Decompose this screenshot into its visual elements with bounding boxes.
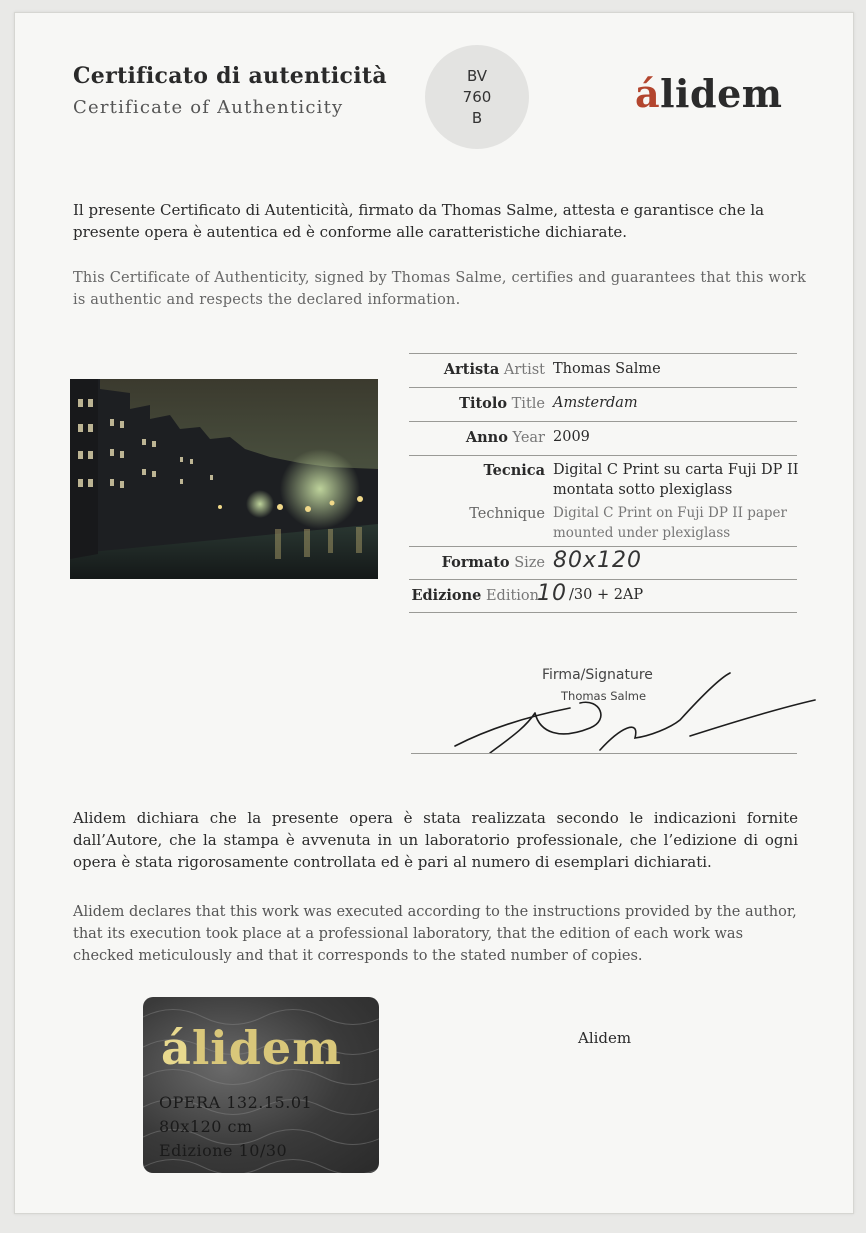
row-title [409, 387, 797, 421]
artist-label-en: Artist [503, 362, 545, 378]
artist-label-it: Artista [443, 361, 500, 378]
code-line-2: 760 [462, 87, 492, 106]
technique-it-line-2: montata sotto plexiglass [553, 482, 733, 498]
hologram-logo-accent: á [161, 1021, 192, 1075]
details-table [409, 353, 797, 613]
edition-label-it: Edizione [411, 587, 482, 604]
year-label-en: Year [512, 430, 545, 446]
title-label-en: Title [511, 396, 545, 412]
size-value-handwritten: 80x120 [553, 548, 643, 573]
code-line-3: B [471, 108, 483, 127]
hologram-line-1: OPERA 132.15.01 [159, 1093, 313, 1112]
year-value: 2009 [553, 429, 590, 445]
hologram-line-2: 80x120 cm [159, 1117, 253, 1136]
handwritten-signature [450, 658, 820, 758]
intro-italian: Il presente Certificato di Autenticità, firmato da Thomas Salme, attesta e garantisce che la presente opera è autentica ed è conforme alle caratteristiche dichiarate. [73, 201, 765, 241]
signature-printed-name: Thomas Salme [561, 689, 647, 703]
row-edition [409, 579, 797, 613]
hologram-seal [143, 997, 379, 1173]
artwork-image [70, 379, 378, 579]
row-artist [409, 353, 797, 387]
code-line-1: BV [466, 66, 488, 85]
row-year [409, 421, 797, 455]
technique-en-line-1: Digital C Print on Fuji DP II paper [553, 505, 787, 521]
alidem-logo [635, 71, 782, 116]
hologram-logo-text: lidem [191, 1021, 342, 1075]
signature-line [411, 753, 797, 754]
row-technique [409, 455, 797, 546]
issuer-name: Alidem [578, 1029, 632, 1047]
technique-it-line-1: Digital C Print su carta Fuji DP II [553, 462, 799, 478]
declaration-english: Alidem declares that this work was executed according to the instructions provided by the author, that its execution took place at a professional laboratory, that the edition of each work was checked meticulously and that it corresponds to the stated number of copies. [73, 904, 797, 964]
edition-label-en: Edition [485, 588, 539, 604]
intro-english: This Certificate of Authenticity, signed by Thomas Salme, certifies and guarantees that this work is authentic and respects the declared information. [73, 270, 807, 308]
title-italian: Certificato di autenticità [73, 63, 387, 89]
artist-value: Thomas Salme [553, 361, 661, 377]
title-label-it: Titolo [459, 395, 508, 412]
technique-label-it: Tecnica [483, 462, 545, 479]
artwork-photo [70, 379, 378, 579]
row-size [409, 546, 797, 579]
logo-accent: á [635, 71, 661, 116]
hologram-line-3: Edizione 10/30 [159, 1141, 288, 1160]
size-label-it: Formato [441, 554, 510, 571]
title-value: Amsterdam [553, 395, 638, 411]
year-label-it: Anno [465, 429, 508, 446]
edition-total: /30 + 2AP [569, 587, 644, 603]
logo-text: lidem [660, 71, 783, 116]
declaration-italian: Alidem dichiara che la presente opera è stata realizzata secondo le indicazioni fornite dall’Autore, che la stampa è avvenuta in un laboratorio professionale, che l’edizione di ogni opera è stata rigorosamente controllata ed è pari al numero di esemplari dichiarati. [73, 809, 798, 871]
code-badge [425, 45, 529, 149]
signature-label: Firma/Signature [542, 667, 653, 683]
technique-label-en: Technique [469, 506, 545, 522]
hologram-logo [161, 1021, 342, 1075]
certificate-sheet [14, 12, 854, 1214]
title-english: Certificate of Authenticity [73, 97, 344, 118]
size-label-en: Size [514, 555, 545, 571]
edition-number-handwritten: 10 [537, 581, 567, 606]
technique-en-line-2: mounted under plexiglass [553, 525, 731, 541]
